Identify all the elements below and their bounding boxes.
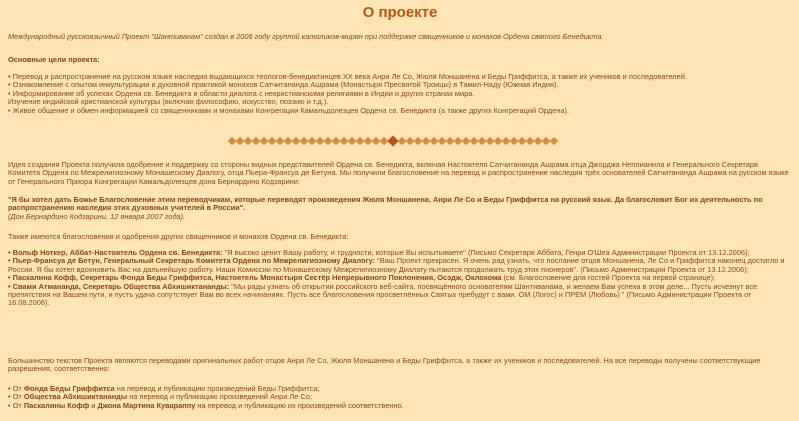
blessing-quote: [8, 196, 790, 221]
blessings-list: [8, 249, 790, 308]
goal-item: Изучение индийской христианской культуры (включая философию, искусство, поэзию и т.д.).: [8, 97, 329, 107]
blessing-author: • Паскалина Кофф, Секретарь Фонда Беды Гриффитса, Настоятель Монастыря Сестёр Непрерывного Поклонения, Осэдж, Оклохома: [8, 273, 502, 283]
blessing-text: "Я высоко ценит Вашу работу, и трудности, которые Вы испытываете" (Письмо Секретаря Аббата, Генри О'Шеа Администрации Проекта от 13.12.2006);: [222, 248, 750, 257]
intro-text: Международный русскоязычный Проект "Шантиванам" создан в 2006 году группой католиков-мирян при поддержке священников и монахов Ордена святого Бенедикта.: [8, 32, 604, 41]
permission-suffix: на перевод и публикацию произведений Беды Гриффитса;: [114, 384, 320, 393]
permission-prefix: • От: [8, 392, 24, 402]
permission-suffix: на перевод и публикацию их произведений соответственно.: [195, 400, 404, 410]
idea-text: Идея создания Проекта получила одобрение и поддержку со стороны видных представителей Ордена св. Бенедикта, включая Настоятеля Сатчитананда Ашрама отца Джорджа Неплианила и Генерального Секретаря Комитета Ордена по Межрелигиозному Монашескому Диалогу, отца Пьера-Франсуа де Бетуна. Мы получили благословение на перевод и распространение наследия трёх основателей Сатчитананда Ашрама на русском языке от Генерального Приора Конгрегации Камальдолезцев дона Бернардино Кодзарини:: [8, 160, 789, 186]
quote-source: (Дон Бернардино Кодзарини, 12 января 2007 года).: [8, 211, 186, 221]
goal-item: • Живое общение и обмен информацией со священниками и монахами Конгрегации Камальдолезцев Ордена св. Бенедикта (а также других Конгрегаций Ордена).: [8, 105, 570, 115]
permission-item: [8, 402, 790, 410]
blessing-author: • Пьер-Франсуа де Бетун, Генеральный Секретарь Комитета Ордена по Межрелигиозному Диалогу:: [8, 256, 376, 266]
translations-text: Большинство текстов Проекта являются переводами оригинальных работ отцов Анри Ле Со, Жюля Моншанена и Беды Гриффитса, а также их учеников и последователей. На все переводы получены соответствующие разрешения, соответственно:: [8, 356, 761, 374]
page-title: О проекте: [362, 4, 438, 21]
blessing-author: • Вольф Ноткер, Аббат-Настоятель Ордена св. Бенедикта:: [8, 248, 223, 257]
goal-item: • Ознакомление с опытом инкультурации и духовной практикой монахов Сатчитананда Ашрама (Монастыря Пресвятой Троицы) в Тамил-Наду (Южная Индия).: [8, 80, 559, 90]
permission-prefix: • От: [8, 400, 24, 410]
permission-conj: и: [89, 400, 98, 410]
goals-list: [8, 73, 790, 115]
person-link-john-martin-kuvarapu[interactable]: Джона Мартина Кувараппу: [97, 400, 196, 410]
blessing-text: "Мы рады узнать об открытии российского веб-сайта, посвящённого основателям Шантиванама, и желаем Вам успеха в этом деле... Пусть исчезнут все препятствия на Вашем пути, и пусть удача сопутствует Вам во всех начинаниях. Пусть все благословения просветлённых Святых пребудут с вами. ОМ (Логос) и ПРЕМ (Любовь) " (Письмо Администрации Проекта от 16.08.2006).: [8, 281, 758, 308]
permission-prefix: • От: [8, 384, 24, 393]
blessing-author: • Свами Атмананда, Секретарь Общества Абхишиктананды:: [8, 281, 230, 291]
blessing-item: [8, 283, 790, 308]
goal-item: • Перевод и распространение на русском языке наследия выдающихся теологов-бенедиктинцев XX века Анри Ле Со, Жюля Моншанена и Беды Гриффитса, а также их учеников и последователей.: [8, 72, 687, 81]
goals-heading: Основные цели проекта:: [8, 55, 100, 64]
person-link-pascaline-coff[interactable]: Паскалины Кофф: [23, 400, 90, 410]
blessings-heading: Также имеются благословения и одобрения других священников и монахов Ордена св. Бенедикта:: [8, 232, 349, 241]
blessing-item: [8, 257, 790, 274]
blessing-text: (см. Благословение для гостей Проекта на первой странице);: [501, 273, 716, 283]
org-link-bede-griffiths-trust[interactable]: Фонда Беды Гриффитса: [23, 384, 115, 393]
goal-item: • Информирование об успехах Ордена св. Бенедикта в области диалога с нехристианскими религиями в Индии и других странах мира.: [8, 88, 475, 98]
content-area: [8, 0, 792, 410]
quote-text: "Я бы хотел дать Божье Благословение этим переводчикам, которые переводят произведения Жюля Моншанена, Анри Ле Со и Беды Гриффитса на русский язык. Да благословит Бог их деятельность по распространению наследия этих духовных учителей в России".: [8, 195, 763, 213]
blessing-text: "Ваш Проект прекрасен. Я очень рад узнать, что послание отцов Моншанена, Ле Со и Гриффитса наконец достигло и России. Я бы хотел вдохновить Вас на дальнейшую работу. Наши Комиссии по Монашескому Межрелигиозному Диалогу пытаются продолжать труд этих пионеров". (Письмо Администрации Проекта от 13.12.2006);: [8, 256, 785, 274]
permission-suffix: на перевод и публикацию произведений Анри Ле Со;: [127, 392, 312, 402]
ornament-divider: [188, 136, 598, 146]
permissions-list: [8, 385, 790, 410]
org-link-abhishiktananda-society[interactable]: Общества Абхишиктананды: [23, 392, 128, 402]
